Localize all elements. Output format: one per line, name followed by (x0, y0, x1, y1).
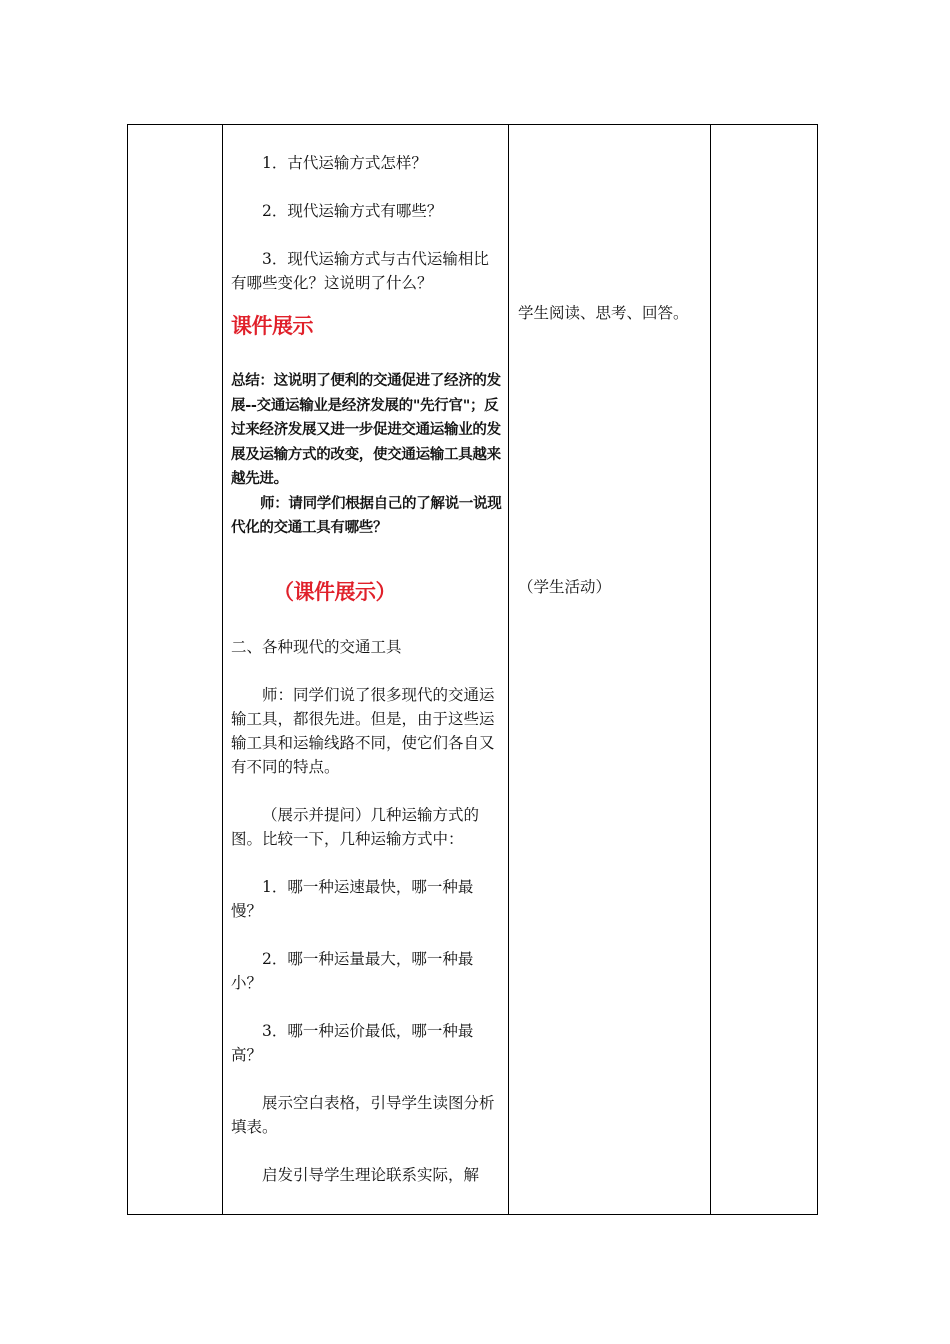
teacher-note: 师：同学们说了很多现代的交通运输工具，都很先进。但是，由于这些运输工具和运输线路不同，使它们各自又有不同的特点。 (231, 685, 495, 776)
question-2: 2．现代运输方式有哪些？ (262, 202, 443, 220)
student-activity: （学生活动） (518, 578, 612, 596)
column-divider-2 (508, 125, 509, 1214)
question-1: 1．古代运输方式怎样？ (262, 154, 427, 172)
student-response: 学生阅读、思考、回答。 (518, 304, 689, 322)
inspire-text: 启发引导学生理论联系实际，解 (262, 1165, 480, 1184)
column-divider-1 (222, 125, 223, 1214)
courseware-heading-1: 课件展示 (231, 314, 313, 338)
teacher-prompt: 师：请同学们根据自己的了解说一说现代化的交通工具有哪些？ (231, 495, 502, 536)
compare-question-3: 3．哪一种运价最低，哪一种最高？ (231, 1021, 474, 1064)
question-3: 3．现代运输方式与古代运输相比有哪些变化？这说明了什么？ (231, 250, 489, 292)
compare-question-1: 1．哪一种运速最快，哪一种最慢？ (231, 877, 474, 920)
show-and-ask: （展示并提问）几种运输方式的图。比较一下，几种运输方式中： (231, 805, 480, 848)
compare-question-2: 2．哪一种运量最大，哪一种最小？ (231, 949, 474, 992)
teacher-activity-column (231, 151, 503, 1187)
column-divider-3 (710, 125, 711, 1214)
section-title: 二、各种现代的交通工具 (231, 637, 402, 656)
lesson-plan-table (127, 124, 818, 1215)
summary-text: 总结：这说明了便利的交通促进了经济的发展--交通运输业是经济发展的"先行官"；反过来经济发展又进一步促进交通运输业的发展及运输方式的改变，使交通运输工具越来越先进。 (231, 373, 501, 487)
blank-table-instruction: 展示空白表格，引导学生读图分析填表。 (231, 1093, 495, 1136)
courseware-heading-2: （课件展示） (273, 579, 396, 604)
